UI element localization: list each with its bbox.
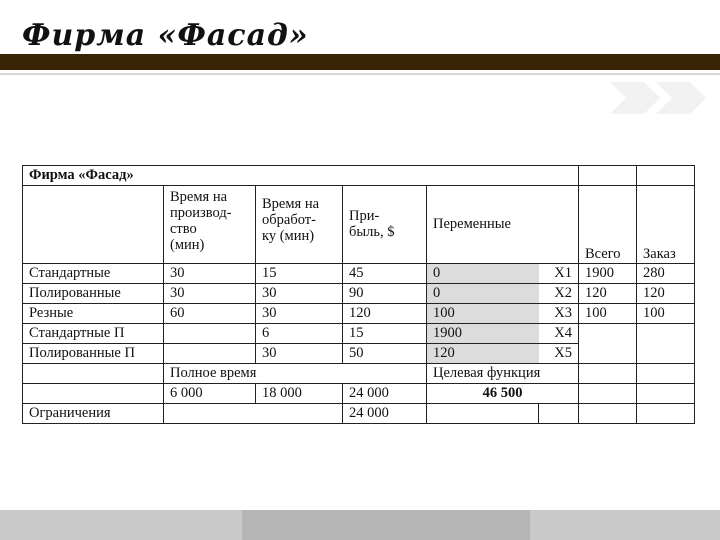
time-profit: 24 000 (343, 384, 427, 404)
cell-profit: 120 (343, 304, 427, 324)
table-caption: Фирма «Фасад» (23, 166, 579, 186)
cell-prod (164, 344, 256, 364)
data-table (22, 165, 695, 424)
table-cell (579, 384, 637, 404)
table-cell (23, 186, 164, 264)
cell-value: 1900 (427, 324, 539, 344)
cell-total (579, 324, 637, 344)
header-order: Заказ (637, 186, 695, 264)
objective-value: 46 500 (427, 384, 579, 404)
footer-bar (0, 510, 720, 540)
cell-total (579, 344, 637, 364)
cell-order: 280 (637, 264, 695, 284)
header-bar (0, 54, 720, 70)
chevron-right-icon (608, 80, 713, 116)
table-cell (23, 364, 164, 384)
cell-var: X2 (539, 284, 579, 304)
cell-value: 0 (427, 284, 539, 304)
header-proc-time: Время на обработ- ку (мин) (256, 186, 343, 264)
row-name: Полированные П (23, 344, 164, 364)
cell-proc: 30 (256, 344, 343, 364)
cell-prod: 30 (164, 264, 256, 284)
table-row (23, 364, 695, 384)
cell-proc: 30 (256, 284, 343, 304)
table-cell (637, 364, 695, 384)
cell-profit: 15 (343, 324, 427, 344)
table-cell (579, 404, 637, 424)
time-prod: 6 000 (164, 384, 256, 404)
cell-proc: 15 (256, 264, 343, 284)
table-cell (539, 404, 579, 424)
constraints-label: Ограничения (23, 404, 164, 424)
cell-value: 0 (427, 264, 539, 284)
table-row (23, 404, 695, 424)
table-cell (256, 404, 343, 424)
cell-var: X3 (539, 304, 579, 324)
table-cell (164, 404, 256, 424)
cell-prod: 60 (164, 304, 256, 324)
cell-value: 100 (427, 304, 539, 324)
time-proc: 18 000 (256, 384, 343, 404)
header-variables: Переменные (427, 186, 579, 264)
cell-profit: 50 (343, 344, 427, 364)
cell-order (637, 344, 695, 364)
table-row (23, 264, 695, 284)
table-row (23, 324, 695, 344)
cell-profit: 90 (343, 284, 427, 304)
header-profit: При- быль, $ (343, 186, 427, 264)
table-cell (637, 166, 695, 186)
cell-proc: 30 (256, 304, 343, 324)
table-cell (427, 404, 539, 424)
objective-label: Целевая функция (427, 364, 579, 384)
cell-var: X4 (539, 324, 579, 344)
constraint-value: 24 000 (343, 404, 427, 424)
table-caption-row (23, 166, 695, 186)
table-row (23, 344, 695, 364)
cell-total: 100 (579, 304, 637, 324)
row-name: Стандартные (23, 264, 164, 284)
row-name: Резные (23, 304, 164, 324)
table-cell (23, 384, 164, 404)
full-time-label: Полное время (164, 364, 427, 384)
table-header-row (23, 186, 695, 264)
header-prod-time: Время на производ- ство (мин) (164, 186, 256, 264)
table-cell (579, 166, 637, 186)
header-rule (0, 73, 720, 75)
cell-order (637, 324, 695, 344)
cell-var: X5 (539, 344, 579, 364)
cell-profit: 45 (343, 264, 427, 284)
table-row (23, 304, 695, 324)
table-cell (637, 384, 695, 404)
cell-order: 120 (637, 284, 695, 304)
cell-proc: 6 (256, 324, 343, 344)
cell-total: 1900 (579, 264, 637, 284)
table-cell (579, 364, 637, 384)
cell-var: X1 (539, 264, 579, 284)
footer-segment (530, 510, 720, 540)
footer-segment (242, 510, 530, 540)
footer-segment (0, 510, 242, 540)
row-name: Стандартные П (23, 324, 164, 344)
cell-prod (164, 324, 256, 344)
table-row (23, 284, 695, 304)
header-total: Всего (579, 186, 637, 264)
row-name: Полированные (23, 284, 164, 304)
cell-total: 120 (579, 284, 637, 304)
cell-value: 120 (427, 344, 539, 364)
table-cell (637, 404, 695, 424)
table-row (23, 384, 695, 404)
slide-title: Фирма «Фасад» (22, 18, 309, 53)
cell-prod: 30 (164, 284, 256, 304)
cell-order: 100 (637, 304, 695, 324)
